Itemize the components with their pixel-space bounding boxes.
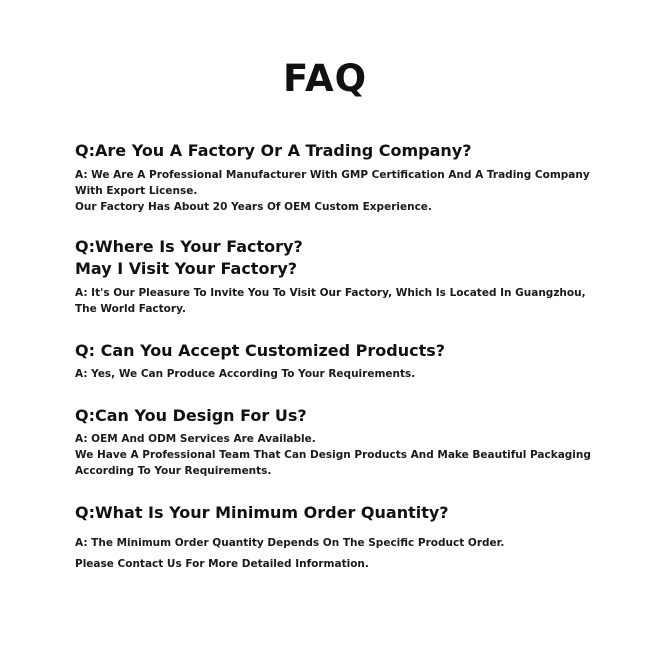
answer-line: We Have A Professional Team That Can Design Products And Make Beautiful Packaging bbox=[75, 449, 591, 461]
answer-line: A: The Minimum Order Quantity Depends On The Specific Product Order. bbox=[75, 537, 505, 549]
answer-line: Our Factory Has About 20 Years Of OEM Custom Experience. bbox=[75, 201, 432, 213]
answer-line: According To Your Requirements. bbox=[75, 465, 272, 477]
question-line: Q: Can You Accept Customized Products? bbox=[75, 341, 446, 360]
answer-line: A: Yes, We Can Produce According To Your Requirements. bbox=[75, 368, 416, 380]
faq-answer-factory-or-trading bbox=[75, 167, 595, 215]
answer-line: A: OEM And ODM Services Are Available. bbox=[75, 433, 316, 445]
faq-answer-minimum-order-second-line bbox=[75, 556, 595, 572]
page-title: FAQ bbox=[282, 57, 368, 100]
faq-question-design-service bbox=[75, 405, 595, 427]
faq-answer-customized-products bbox=[75, 366, 595, 382]
question-line: May I Visit Your Factory? bbox=[75, 259, 298, 278]
faq-question-customized-products bbox=[75, 340, 595, 362]
faq-answer-factory-location bbox=[75, 285, 595, 317]
answer-line: A: It's Our Pleasure To Invite You To Visit Our Factory, Which Is Located In Guangzhou, bbox=[75, 287, 586, 299]
faq-question-factory-location bbox=[75, 236, 595, 280]
question-line: Q:Where Is Your Factory? bbox=[75, 237, 303, 256]
answer-line: With Export License. bbox=[75, 185, 198, 197]
question-line: Q:What Is Your Minimum Order Quantity? bbox=[75, 503, 449, 522]
faq-answer-minimum-order-first-line bbox=[75, 535, 595, 551]
answer-line: Please Contact Us For More Detailed Information. bbox=[75, 558, 369, 570]
answer-line: The World Factory. bbox=[75, 303, 186, 315]
faq-question-minimum-order bbox=[75, 502, 595, 524]
question-line: Q:Are You A Factory Or A Trading Company? bbox=[75, 141, 472, 160]
answer-line: A: We Are A Professional Manufacturer With GMP Certification And A Trading Company bbox=[75, 169, 590, 181]
faq-answer-design-service bbox=[75, 431, 595, 479]
question-line: Q:Can You Design For Us? bbox=[75, 406, 307, 425]
faq-question-factory-or-trading bbox=[75, 140, 595, 162]
